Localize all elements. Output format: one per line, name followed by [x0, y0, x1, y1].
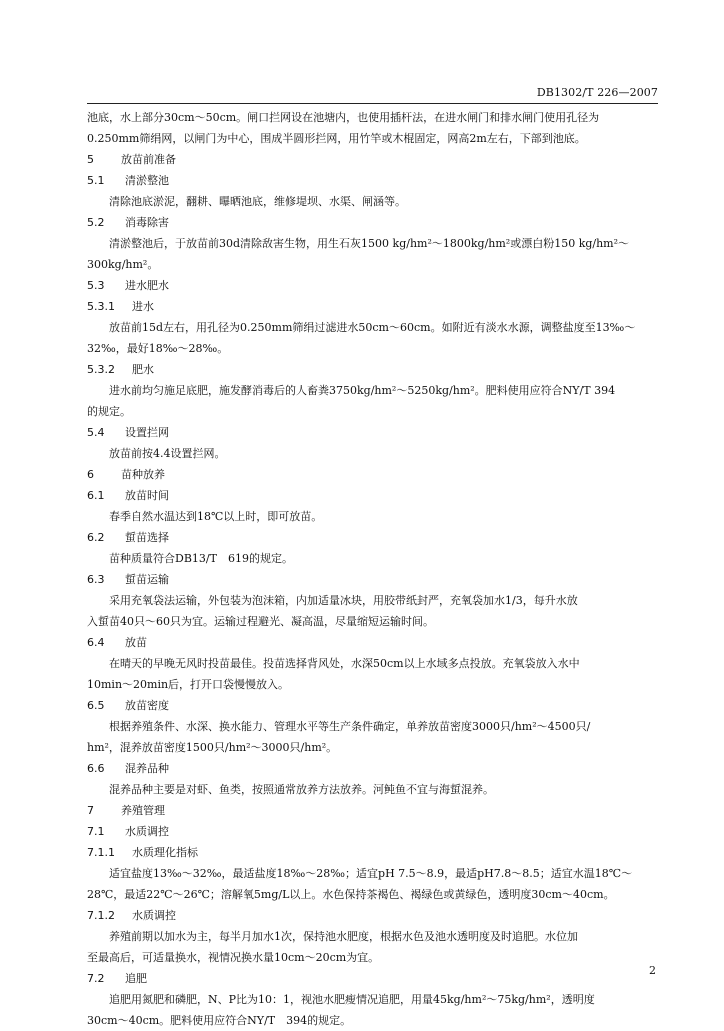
- section-title: 进水肥水: [125, 279, 169, 292]
- section-title: 设置拦网: [125, 426, 169, 439]
- section-number: 5.1: [87, 174, 105, 187]
- paragraph-line: 适宜盐度13‰～32‰，最适盐度18‰～28‰；适宜pH 7.5～8.9，最适pH7.8～8.5；适宜水温18℃～: [109, 867, 633, 880]
- page-number: 2: [649, 964, 656, 977]
- section-number: 5.3.2: [87, 363, 115, 376]
- section-heading: [87, 758, 658, 779]
- section-heading: [87, 212, 658, 233]
- section-number: 5.4: [87, 426, 105, 439]
- section-number: 7: [87, 804, 94, 817]
- document-code: DB1302/T 226—2007: [536, 86, 658, 99]
- paragraph-line: 苗种质量符合DB13/T 619的规定。: [109, 552, 293, 565]
- section-heading: [87, 968, 658, 989]
- section-title: 放苗: [125, 636, 147, 649]
- section-number: 5.2: [87, 216, 105, 229]
- section-number: 6: [87, 468, 94, 481]
- section-number: 6.6: [87, 762, 105, 775]
- section-title: 清淤整池: [125, 174, 169, 187]
- section-number: 5.3.1: [87, 300, 115, 313]
- paragraph-line: 放苗前按4.4设置拦网。: [109, 447, 226, 460]
- paragraph-line: 清除池底淤泥，翻耕、曝晒池底，维修堤坝、水渠、闸涵等。: [109, 195, 406, 208]
- paragraph-continuation: 的规定。: [87, 405, 131, 418]
- section-number: 7.1.1: [87, 846, 115, 859]
- section-heading: [87, 800, 658, 821]
- section-heading: [87, 842, 658, 863]
- paragraph-continuation: 0.250mm筛绢网，以闸门为中心，围成半圆形拦网，用竹竿或木棍固定，网高2m左右，下部到池底。: [87, 132, 586, 145]
- section-heading: [87, 695, 658, 716]
- section-title: 放苗时间: [125, 489, 169, 502]
- section-heading: [87, 569, 658, 590]
- section-heading: [87, 359, 658, 380]
- section-heading: [87, 632, 658, 653]
- section-number: 6.1: [87, 489, 105, 502]
- section-title: 水质调控: [125, 825, 169, 838]
- section-heading: [87, 296, 658, 317]
- paragraph-continuation: 至最高后，可适量换水，视情况换水量10cm～20cm为宜。: [87, 951, 380, 964]
- section-number: 6.2: [87, 531, 105, 544]
- section-title: 放苗密度: [125, 699, 169, 712]
- section-heading: [87, 422, 658, 443]
- section-number: 6.3: [87, 573, 105, 586]
- paragraph-continuation: 300kg/hm²。: [87, 258, 159, 271]
- section-title: 水质理化指标: [132, 846, 198, 859]
- paragraph-line: 在晴天的早晚无风时投苗最佳。投苗选择背风处，水深50cm以上水域多点投放。充氧袋放入水中: [109, 657, 580, 670]
- paragraph-line: 进水前均匀施足底肥，施发酵消毒后的人畜粪3750kg/hm²～5250kg/hm²。肥料使用应符合NY/T 394: [109, 384, 616, 397]
- paragraph-continuation: 30cm～40cm。肥料使用应符合NY/T 394的规定。: [87, 1014, 352, 1027]
- section-heading: [87, 275, 658, 296]
- section-number: 7.1: [87, 825, 105, 838]
- section-title: 混养品种: [125, 762, 169, 775]
- section-heading: [87, 464, 658, 485]
- section-title: 肥水: [132, 363, 154, 376]
- paragraph-line: 追肥用氮肥和磷肥，N、P比为10：1，视池水肥瘦情况追肥，用量45kg/hm²～75kg/hm²，透明度: [109, 993, 595, 1006]
- paragraph-continuation: hm²，混养放苗密度1500只/hm²～3000只/hm²。: [87, 741, 338, 754]
- paragraph-continuation: 10min～20min后，打开口袋慢慢放入。: [87, 678, 290, 691]
- paragraph-line: 清淤整池后，于放苗前30d清除敌害生物，用生石灰1500 kg/hm²～1800kg/hm²或漂白粉150 kg/hm²～: [109, 237, 630, 250]
- section-heading: [87, 149, 658, 170]
- section-title: 追肥: [125, 972, 147, 985]
- section-number: 7.1.2: [87, 909, 115, 922]
- section-number: 7.2: [87, 972, 105, 985]
- section-heading: [87, 485, 658, 506]
- paragraph-line: 采用充氧袋法运输，外包装为泡沫箱，内加适量冰块，用胶带纸封严，充氧袋加水1/3，每升水放: [109, 594, 578, 607]
- section-number: 5: [87, 153, 94, 166]
- section-title: 水质调控: [132, 909, 176, 922]
- section-title: 消毒除害: [125, 216, 169, 229]
- paragraph-continuation: 32‰，最好18‰～28‰。: [87, 342, 229, 355]
- paragraph-continuation: 28℃，最适22℃～26℃；溶解氧5mg/L以上。水色保持茶褐色、褐绿色或黄绿色，透明度30cm～40cm。: [87, 888, 615, 901]
- section-heading: [87, 527, 658, 548]
- section-number: 6.5: [87, 699, 105, 712]
- paragraph-continuation: 入蜇苗40只～60只为宜。运输过程避光、凝高温，尽量缩短运输时间。: [87, 615, 434, 628]
- paragraph-line: 混养品种主要是对虾、鱼类，按照通常放养方法放养。河鲀鱼不宜与海蜇混养。: [109, 783, 494, 796]
- paragraph-line: 养殖前期以加水为主，每半月加水1次，保持池水肥度，根据水色及池水透明度及时追肥。水位加: [109, 930, 578, 943]
- paragraph-line: 根据养殖条件、水深、换水能力、管理水平等生产条件确定，单养放苗密度3000只/hm²～4500只/: [109, 720, 591, 733]
- section-title: 苗种放养: [121, 468, 165, 481]
- section-heading: [87, 170, 658, 191]
- section-heading: [87, 821, 658, 842]
- section-title: 放苗前准备: [121, 153, 176, 166]
- section-number: 6.4: [87, 636, 105, 649]
- header-divider: [87, 103, 658, 104]
- section-title: 养殖管理: [121, 804, 165, 817]
- paragraph-line: 放苗前15d左右，用孔径为0.250mm筛绢过滤进水50cm～60cm。如附近有淡水水源，调整盐度至13‰～: [109, 321, 636, 334]
- section-number: 5.3: [87, 279, 105, 292]
- paragraph-continuation: 池底，水上部分30cm～50cm。闸口拦网设在池塘内，也使用插杆法，在进水闸门和排水闸门使用孔径为: [87, 111, 600, 124]
- section-title: 进水: [132, 300, 154, 313]
- document-body: [87, 107, 658, 1031]
- section-title: 蜇苗选择: [125, 531, 169, 544]
- paragraph-line: 春季自然水温达到18℃以上时，即可放苗。: [109, 510, 323, 523]
- section-heading: [87, 905, 658, 926]
- section-title: 蜇苗运输: [125, 573, 169, 586]
